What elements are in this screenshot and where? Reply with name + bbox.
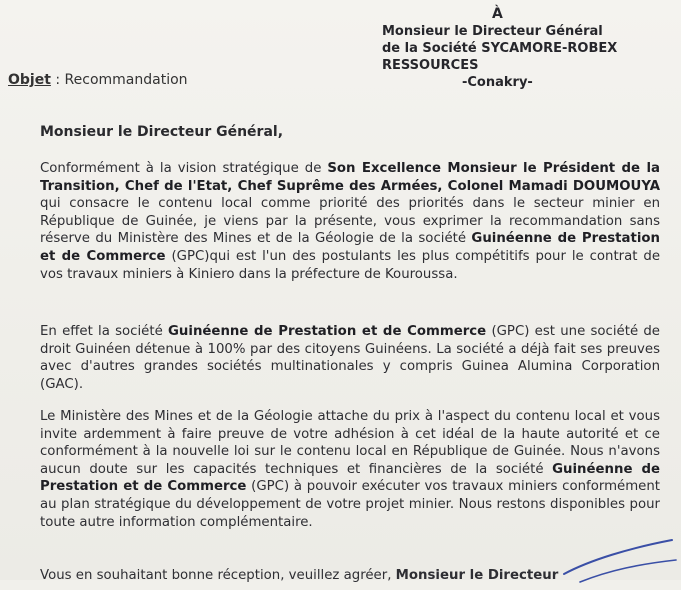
- recipient-address: [382, 6, 672, 91]
- p1-text-2: qui consacre le contenu local comme priorité des priorités dans le secteur minier en République de Guinée, je viens par la présente, vous exprimer la recommandation sans réserve du Ministère des Mines et de la Géologie de la société: [40, 196, 660, 247]
- recipient-line-3: RESSOURCES: [382, 58, 479, 73]
- closing-bold: Monsieur le Directeur: [395, 568, 559, 583]
- salutation: Monsieur le Directeur Général,: [40, 124, 284, 140]
- recipient-prefix: À: [492, 6, 503, 22]
- subject-separator: :: [50, 72, 65, 88]
- p1-text-3: (GPC)qui est l'un des postulants les plus compétitifs pour le contrat de vos travaux miniers à Kiniero dans la préfecture de Kouroussa.: [40, 248, 661, 282]
- p2-text-2: (GPC) est une société de droit Guinéen détenue à 100% par des citoyens Guinéens. La société a déjà fait ses preuves avec d'autres grandes sociétés multinationales y compris Guinea Alumina Corporation (GAC).: [40, 324, 660, 392]
- subject-value: Recommandation: [64, 72, 188, 88]
- paragraph-2: [40, 323, 660, 393]
- p2-text-1: En effet la société: [40, 324, 168, 339]
- paragraph-1: [40, 160, 660, 283]
- p3-text-2: (GPC) à pouvoir exécuter vos travaux miniers conformément au plan stratégique du développement de votre projet minier. Nous restons disponibles pour toute autre information complémentaire.: [40, 479, 660, 530]
- subject-line: [8, 72, 188, 88]
- p1-text-1: Conformément à la vision stratégique de: [40, 161, 328, 176]
- closing-text: Vous en souhaitant bonne réception, veuillez agréer,: [40, 568, 396, 583]
- recipient-line-2: de la Société SYCAMORE-ROBEX: [382, 41, 618, 56]
- p3-bold-1: Guinéenne de Prestation et de Commerce: [40, 461, 660, 495]
- subject-label: Objet: [8, 72, 51, 88]
- p1-bold-2: Guinéenne de Prestation et de Commerce: [40, 231, 660, 264]
- closing-line: [40, 568, 660, 583]
- paragraph-3: [40, 408, 660, 531]
- p1-bold-1: Son Excellence Monsieur le Président de la Transition, Chef de l'Etat, Chef Suprême des Armées, Colonel Mamadi DOUMOUYA: [40, 161, 660, 194]
- p3-text-1: Le Ministère des Mines et de la Géologie attache du prix à l'aspect du contenu local et vous invite ardemment à faire preuve de votre adhésion à cet idéal de la haute autorité et ce conformément à la nouvelle loi sur le contenu local en République de Guinée. Nous n'avons aucun doute sur les capacités techniques et financières de la société: [40, 409, 660, 477]
- recipient-line-1: Monsieur le Directeur Général: [382, 24, 603, 39]
- p2-bold-1: Guinéenne de Prestation et de Commerce: [168, 324, 487, 339]
- recipient-city: -Conakry-: [462, 75, 533, 90]
